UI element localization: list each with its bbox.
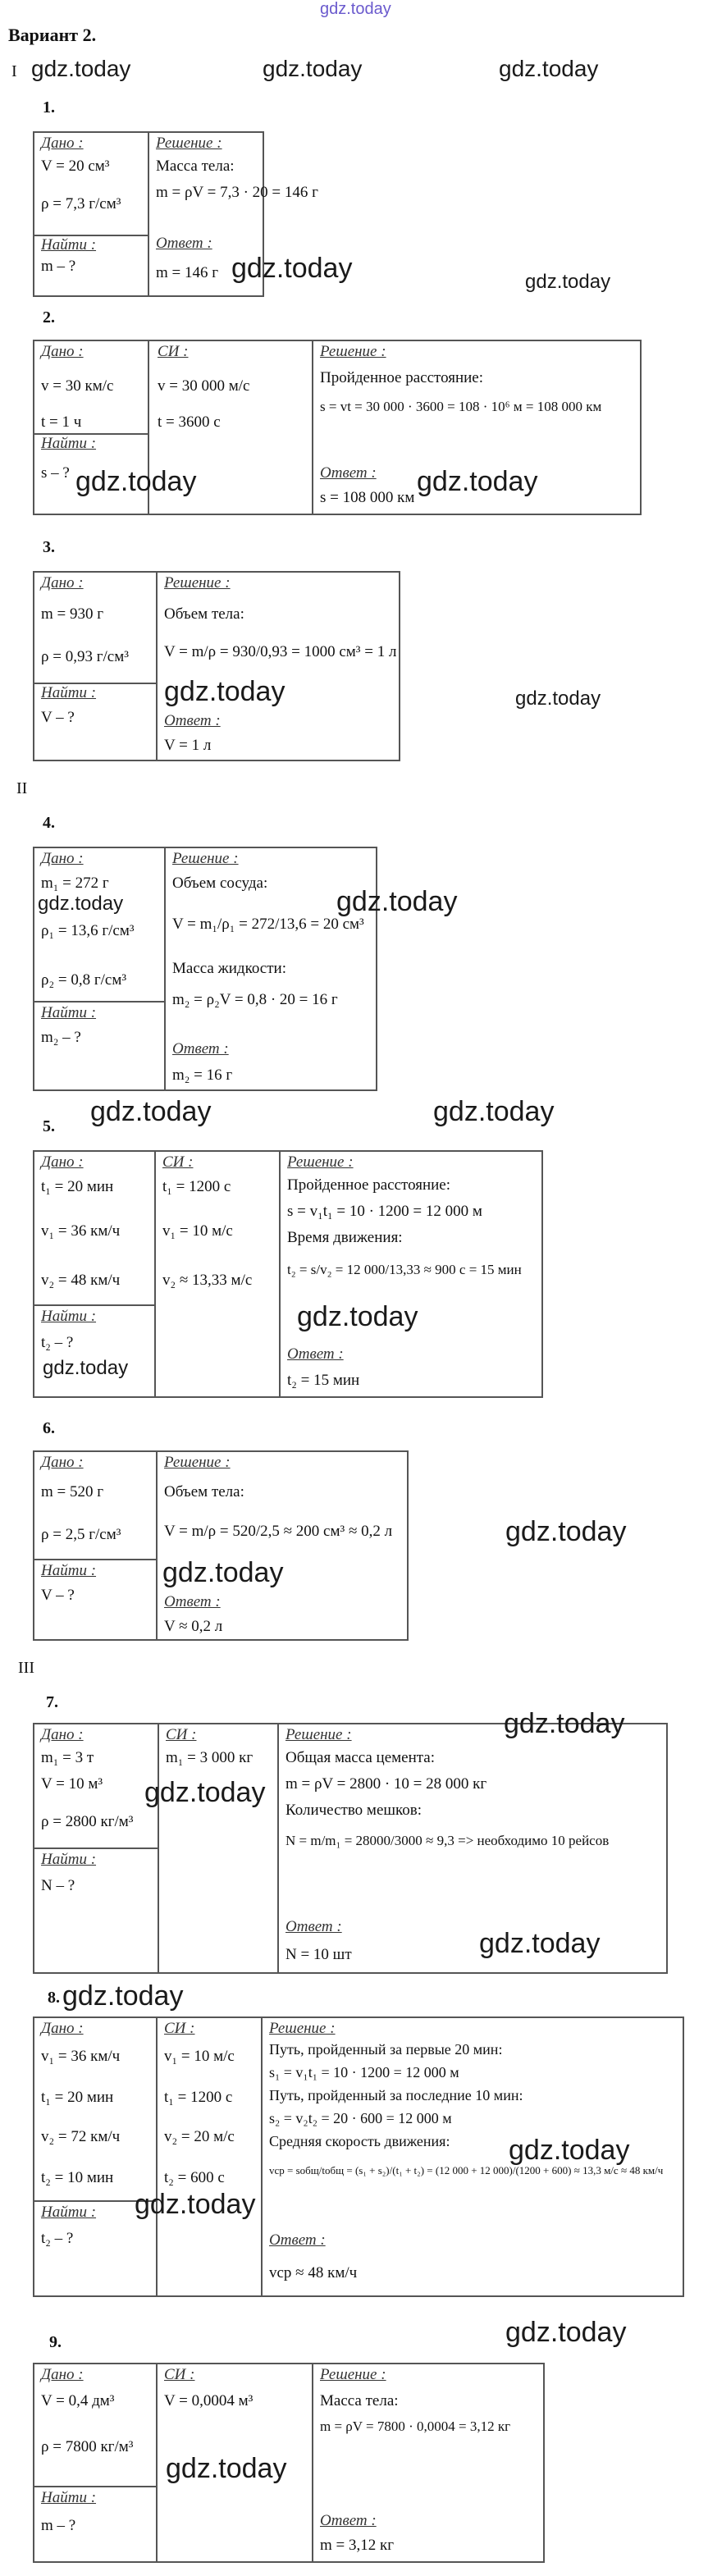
find-value: s – ? xyxy=(41,464,70,482)
si-value: m₁ = 3 000 кг xyxy=(166,1749,254,1766)
watermark: gdz.today xyxy=(164,676,285,707)
given-label: Дано : xyxy=(41,2020,84,2037)
solution-line: V = m/ρ = 520/2,5 ≈ 200 см³ ≈ 0,2 л xyxy=(164,1523,393,1540)
given-value: m = 930 г xyxy=(41,605,104,623)
solution-line: Масса тела: xyxy=(156,158,235,175)
watermark: gdz.today xyxy=(162,1557,284,1588)
task-number: 5. xyxy=(43,1117,55,1135)
find-label: Найти : xyxy=(41,1562,97,1579)
solution-line: Общая масса цемента: xyxy=(285,1749,436,1766)
watermark: gdz.today xyxy=(144,1777,266,1808)
given-value: V = 20 см³ xyxy=(41,158,110,175)
answer-label: Ответ : xyxy=(320,2512,377,2529)
solution-line: s = vt = 30 000 · 3600 = 108 · 10⁶ м = 108 000 км xyxy=(320,399,602,414)
watermark: gdz.today xyxy=(499,56,599,81)
solution-line: Объем сосуда: xyxy=(172,875,268,892)
given-label: Дано : xyxy=(41,574,84,591)
watermark: gdz.today xyxy=(62,1980,184,2012)
find-value: V – ? xyxy=(41,709,75,726)
watermark: gdz.today xyxy=(336,886,458,917)
solution-line: s₁ = v₁t₁ = 10 · 1200 = 12 000 м xyxy=(269,2064,459,2080)
task-number: 9. xyxy=(49,2333,62,2351)
task-number: 8. xyxy=(48,1989,60,2007)
given-label: Дано : xyxy=(41,343,84,360)
solution-label: Решение : xyxy=(156,135,222,152)
task-number: 3. xyxy=(43,538,55,556)
solution-line: N = m/m₁ = 28000/3000 ≈ 9,3 => необходимо 10 рейсов xyxy=(285,1833,610,1848)
given-value: m₁ = 3 т xyxy=(41,1749,94,1766)
given-label: Дано : xyxy=(41,850,84,867)
solution-label: Решение : xyxy=(320,343,386,360)
solution-line: vср = sобщ/tобщ = (s₁ + s₂)/(t₁ + t₂) = (12 000 + 12 000)/(1200 + 600) ≈ 13,3 м/с ≈ 48 км/ч xyxy=(269,2164,664,2176)
watermark: gdz.today xyxy=(509,2135,630,2166)
answer-label: Ответ : xyxy=(164,712,221,729)
given-label: Дано : xyxy=(41,1454,84,1471)
solution-label: Решение : xyxy=(287,1153,354,1171)
given-value: v₂ = 72 км/ч xyxy=(41,2128,121,2145)
watermark: gdz.today xyxy=(43,1357,129,1379)
watermark: gdz.today xyxy=(515,687,601,710)
given-column xyxy=(34,573,158,760)
solution-line: m₂ = ρ₂V = 0,8 · 20 = 16 г xyxy=(172,991,338,1008)
task-3-table xyxy=(33,571,400,761)
watermark: gdz.today xyxy=(479,1928,601,1959)
given-value: v₁ = 36 км/ч xyxy=(41,2048,121,2065)
page-title: Вариант 2. xyxy=(8,25,97,45)
watermark: gdz.today xyxy=(75,466,197,497)
given-value: V = 10 м³ xyxy=(41,1775,103,1793)
solution-line: m = ρV = 7,3 · 20 = 146 г xyxy=(156,184,318,201)
solution-label: Решение : xyxy=(164,574,231,591)
watermark: gdz.today xyxy=(166,2453,287,2484)
task-number: 7. xyxy=(46,1693,58,1711)
solution-line: m = ρV = 2800 · 10 = 28 000 кг xyxy=(285,1775,487,1793)
solution-line: Объем тела: xyxy=(164,1483,244,1500)
given-label: Дано : xyxy=(41,1726,84,1743)
solution-line: V = m₁/ρ₁ = 272/13,6 = 20 см³ xyxy=(172,916,364,933)
si-label: СИ : xyxy=(164,2020,195,2037)
given-value: m₁ = 272 г xyxy=(41,875,109,892)
given-value: ρ = 2,5 г/см³ xyxy=(41,1526,121,1543)
given-column xyxy=(34,1452,158,1639)
watermark: gdz.today xyxy=(505,2317,627,2348)
find-value: t₂ – ? xyxy=(41,2230,74,2247)
solution-line: Путь, пройденный за первые 20 мин: xyxy=(269,2041,503,2058)
watermark: gdz.today xyxy=(417,466,538,497)
find-value: m – ? xyxy=(41,258,76,275)
divider xyxy=(34,1848,159,1849)
answer-label: Ответ : xyxy=(320,464,377,482)
given-label: Дано : xyxy=(41,135,84,152)
given-value: ρ₂ = 0,8 г/см³ xyxy=(41,971,127,989)
find-label: Найти : xyxy=(41,2489,97,2506)
watermark: gdz.today xyxy=(38,893,124,915)
solution-line: Масса жидкости: xyxy=(172,960,286,977)
find-label: Найти : xyxy=(41,2204,97,2221)
answer-label: Ответ : xyxy=(164,1593,221,1610)
si-value: v₂ = 20 м/с xyxy=(164,2128,235,2145)
given-value: ρ = 7,3 г/см³ xyxy=(41,195,121,212)
answer-label: Ответ : xyxy=(156,235,212,252)
solution-line: V = m/ρ = 930/0,93 = 1000 см³ = 1 л xyxy=(164,643,397,660)
solution-line: Масса тела: xyxy=(320,2392,399,2409)
solution-label: Решение : xyxy=(164,1454,231,1471)
task-6-table xyxy=(33,1450,409,1641)
watermark: gdz.today xyxy=(505,1516,627,1547)
solution-line: Путь, пройденный за последние 10 мин: xyxy=(269,2087,523,2103)
answer-value: N = 10 шт xyxy=(285,1946,352,1963)
given-value: ρ₁ = 13,6 г/см³ xyxy=(41,922,135,939)
watermark: gdz.today xyxy=(504,1708,625,1739)
find-label: Найти : xyxy=(41,1308,97,1325)
find-value: m – ? xyxy=(41,2517,76,2534)
given-value: t₂ = 10 мин xyxy=(41,2169,114,2186)
section-label-1: I xyxy=(11,62,17,80)
answer-value: s = 108 000 км xyxy=(320,489,415,506)
watermark-top: gdz.today xyxy=(320,0,391,18)
solution-label: Решение : xyxy=(172,850,239,867)
find-value: N – ? xyxy=(41,1877,75,1894)
given-value: ρ = 2800 кг/м³ xyxy=(41,1813,134,1830)
answer-value: m = 3,12 кг xyxy=(320,2537,395,2554)
answer-label: Ответ : xyxy=(285,1918,342,1935)
given-value: t = 1 ч xyxy=(41,413,82,431)
divider xyxy=(34,1304,156,1306)
watermark: gdz.today xyxy=(231,253,353,284)
solution-line: t₂ = s/v₂ = 12 000/13,33 ≈ 900 с = 15 мин xyxy=(287,1262,522,1277)
section-label-3: III xyxy=(18,1659,34,1677)
si-label: СИ : xyxy=(164,2366,195,2383)
find-value: V – ? xyxy=(41,1587,75,1604)
find-label: Найти : xyxy=(41,236,97,253)
section-label-2: II xyxy=(16,779,28,797)
given-label: Дано : xyxy=(41,2366,84,2383)
si-value: t₂ = 600 с xyxy=(164,2169,225,2186)
solution-line: Средняя скорость движения: xyxy=(269,2133,450,2149)
si-value: t = 3600 с xyxy=(158,413,221,431)
task-number: 2. xyxy=(43,308,55,327)
answer-value: m₂ = 16 г xyxy=(172,1066,233,1084)
solution-label: Решение : xyxy=(320,2366,386,2383)
given-label: Дано : xyxy=(41,1153,84,1171)
task-number: 1. xyxy=(43,98,55,116)
solution-line: s₂ = v₂t₂ = 20 · 600 = 12 000 м xyxy=(269,2110,452,2126)
solution-line: Время движения: xyxy=(287,1229,403,1246)
si-value: V = 0,0004 м³ xyxy=(164,2392,254,2409)
solution-line: m = ρV = 7800 · 0,0004 = 3,12 кг xyxy=(320,2418,511,2434)
si-value: v₂ ≈ 13,33 м/с xyxy=(162,1272,253,1289)
given-value: ρ = 0,93 г/см³ xyxy=(41,648,129,665)
find-label: Найти : xyxy=(41,1851,97,1868)
si-value: v₁ = 10 м/с xyxy=(164,2048,235,2065)
si-label: СИ : xyxy=(158,343,189,360)
solution-line: Количество мешков: xyxy=(285,1802,423,1819)
given-value: t₁ = 20 мин xyxy=(41,1178,114,1195)
watermark: gdz.today xyxy=(263,56,363,81)
task-4-table xyxy=(33,847,377,1091)
find-label: Найти : xyxy=(41,435,97,452)
answer-value: m = 146 г xyxy=(156,264,219,281)
given-value: ρ = 7800 кг/м³ xyxy=(41,2438,134,2455)
solution-label: Решение : xyxy=(285,1726,352,1743)
divider xyxy=(34,1559,158,1560)
si-value: t₁ = 1200 с xyxy=(164,2089,233,2106)
answer-label: Ответ : xyxy=(287,1345,344,1363)
task-number: 4. xyxy=(43,814,55,832)
find-value: t₂ – ? xyxy=(41,1334,74,1351)
answer-label: Ответ : xyxy=(172,1040,229,1057)
si-label: СИ : xyxy=(166,1726,197,1743)
solution-line: Пройденное расстояние: xyxy=(320,369,484,386)
find-label: Найти : xyxy=(41,684,97,701)
solution-label: Решение : xyxy=(269,2020,336,2037)
answer-value: V = 1 л xyxy=(164,737,212,754)
task-number: 6. xyxy=(43,1419,55,1437)
divider xyxy=(34,1001,166,1003)
given-value: v = 30 км/с xyxy=(41,377,114,395)
solution-line: s = v₁t₁ = 10 · 1200 = 12 000 м xyxy=(287,1203,482,1220)
find-label: Найти : xyxy=(41,1004,97,1021)
watermark: gdz.today xyxy=(297,1301,418,1332)
solution-line: Объем тела: xyxy=(164,605,244,623)
given-value: v₁ = 36 км/ч xyxy=(41,1222,121,1240)
given-value: v₂ = 48 км/ч xyxy=(41,1272,121,1289)
si-value: v₁ = 10 м/с xyxy=(162,1222,233,1240)
answer-label: Ответ : xyxy=(269,2231,326,2249)
task-9-table xyxy=(33,2363,545,2563)
given-value: m = 520 г xyxy=(41,1483,104,1500)
solution-line: Пройденное расстояние: xyxy=(287,1176,451,1194)
watermark: gdz.today xyxy=(90,1096,212,1127)
answer-value: V ≈ 0,2 л xyxy=(164,1618,223,1635)
watermark: gdz.today xyxy=(433,1096,555,1127)
given-value: t₁ = 20 мин xyxy=(41,2089,114,2106)
si-value: t₁ = 1200 с xyxy=(162,1178,231,1195)
answer-value: t₂ = 15 мин xyxy=(287,1372,360,1389)
watermark: gdz.today xyxy=(31,56,131,81)
answer-value: vср ≈ 48 км/ч xyxy=(269,2264,358,2281)
si-value: v = 30 000 м/с xyxy=(158,377,250,395)
watermark: gdz.today xyxy=(135,2189,256,2220)
watermark: gdz.today xyxy=(525,271,611,293)
find-value: m₂ – ? xyxy=(41,1029,81,1046)
divider xyxy=(34,2486,158,2487)
si-label: СИ : xyxy=(162,1153,194,1171)
given-value: V = 0,4 дм³ xyxy=(41,2392,115,2409)
